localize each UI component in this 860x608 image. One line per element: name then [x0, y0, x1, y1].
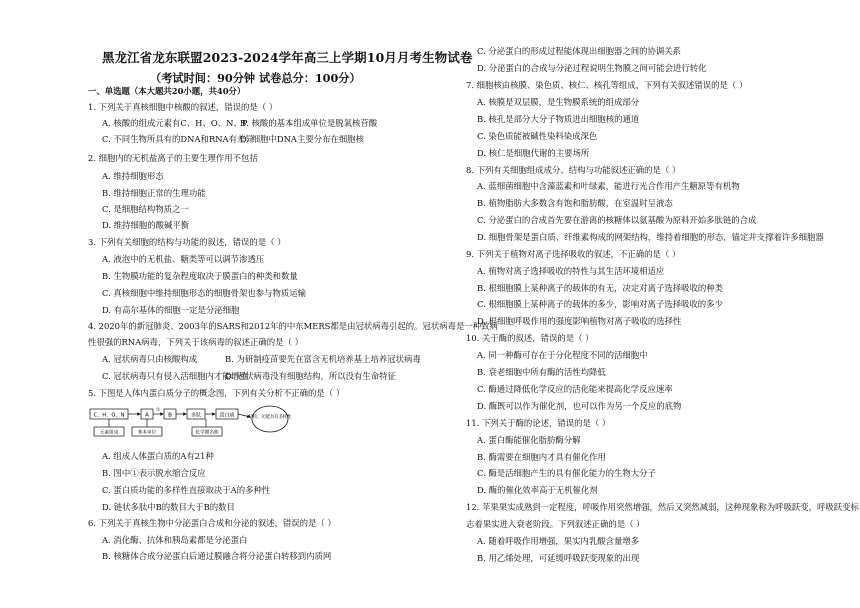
diagram-text-b: B — [168, 412, 172, 419]
q6-option-c: C. 分泌蛋白的形成过程能体现出细胞器之间的协调关系 — [477, 46, 682, 56]
q8-option-a: A. 蓝细菌细胞中含藻蓝素和叶绿素，能进行光合作用产生糖原等有机物 — [477, 181, 740, 191]
q3-option-a: A. 液泡中的无机盐、糖类等可以调节渗透压 — [102, 254, 265, 264]
question-6: 6. 下列关于真核生物中分泌蛋白合成和分泌的叙述，错误的是（ ） — [88, 518, 336, 528]
exam-title: 黑龙江省龙东联盟2023-2024学年高三上学期10月月考生物试卷 — [102, 50, 473, 65]
question-8: 8. 下列有关细胞组成成分、结构与功能叙述正确的是（ ） — [466, 165, 681, 175]
q9-option-c: C. 根细胞膜上某种离子的载体的多少，影响对离子选择吸收的多少 — [477, 299, 723, 309]
diagram-text-reaction: ① — [155, 408, 161, 413]
protein-concept-diagram — [88, 403, 338, 451]
q5-option-a: A. 组成人体蛋白质的A有21种 — [102, 451, 214, 461]
q3-option-d: D. 有高尔基体的细胞一定是分泌细胞 — [102, 305, 240, 315]
q1-option-b: B. 核酸的基本组成单位是脱氧核苷酸 — [240, 118, 378, 128]
q2-option-a: A. 维持细胞形态 — [102, 171, 164, 181]
q9-option-b: B. 根细胞膜上某种离子的载体的有无，决定对离子选择吸收的种类 — [477, 283, 723, 293]
question-9: 9. 下列关于植物对离子选择吸收的叙述，不正确的是（ ） — [466, 249, 681, 259]
q11-option-c: C. 酶是活细胞产生的具有催化能力的生物大分子 — [477, 468, 656, 478]
q11-option-b: B. 酶需要在细胞内才具有催化作用 — [477, 452, 606, 462]
q8-option-c: C. 分泌蛋白的合成首先要在游离的核糖体以氨基酸为原料开始多肽链的合成 — [477, 215, 757, 225]
q2-option-b: B. 维持细胞正常的生理功能 — [102, 188, 206, 198]
question-11: 11. 下列关于酶的论述，错误的是（ ） — [466, 418, 611, 428]
q9-option-a: A. 植物对离子选择吸收的特性与其生活环境相适应 — [477, 266, 665, 276]
q7-option-b: B. 核孔是部分大分子物质进出细胞核的通道 — [477, 114, 640, 124]
q4-option-b: B. 为研制疫苗要先在富含无机培养基上培养冠状病毒 — [225, 354, 421, 364]
question-5: 5. 下图是人体内蛋白质分子的概念图，下列有关分析不正确的是（ ） — [88, 388, 345, 398]
diagram-text-elements: C、H、O、N — [93, 412, 125, 419]
diagram-text-protein: 蛋白质 — [219, 412, 235, 419]
q7-option-a: A. 核膜是双层膜，是生物膜系统的组成部分 — [477, 97, 640, 107]
q5-option-d: D. 链状多肽中B的数目大于B的数目 — [102, 502, 235, 512]
q10-option-a: A. 同一种酶可存在于分化程度不同的活细胞中 — [477, 350, 648, 360]
q10-option-b: B. 衰老细胞中所有酶的活性均降低 — [477, 367, 606, 377]
q10-option-c: C. 酶通过降低化学反应的活化能来提高化学反应速率 — [477, 384, 673, 394]
q3-option-b: B. 生物膜功能的复杂程度取决于膜蛋白的种类和数量 — [102, 271, 298, 281]
diagram-text-a: A — [145, 412, 149, 419]
section-header: 一、单选题（本大题共20小题，共40分） — [88, 86, 246, 96]
q9-option-d: D. 根细胞呼吸作用的强度影响植物对离子吸收的选择性 — [477, 316, 682, 326]
question-1: 1. 下列关于真核细胞中核酸的叙述，错误的是（ ） — [88, 102, 278, 112]
q6-option-d: D. 分泌蛋白的合成与分泌过程说明生物膜之间可能会进行转化 — [477, 63, 707, 73]
q1-option-d: D. 细胞中DNA主要分布在细胞核 — [240, 134, 364, 144]
diagram-label-elements: 元素组成 — [99, 430, 119, 436]
q11-option-d: D. 酶的催化效率高于无机催化剂 — [477, 485, 598, 495]
question-4-line-1: 4. 2020年的新冠肺炎、2003年的SARS和2012年的中东MERS都是由冠状病毒引起的。冠状病毒是一种致病 — [88, 321, 498, 331]
q8-option-d: D. 细胞骨架是蛋白质、纤维素构成的网架结构，维持着细胞的形态，锚定并支撑着许多细胞器 — [477, 232, 824, 242]
diagram-text-peptide: 多肽 — [190, 412, 202, 419]
diagram-text-ellipse: 结构、功能具有多样性 — [248, 415, 292, 420]
q6-option-b: B. 核糖体合成分泌蛋白后通过膜融合将分泌蛋白转移到内质网 — [102, 551, 332, 561]
question-10: 10. 关于酶的叙述，错误的是（ ） — [466, 333, 594, 343]
q7-option-d: D. 核仁是细胞代谢的主要场所 — [477, 148, 590, 158]
question-12-line-1: 12. 苹果果实成熟到一定程度，呼吸作用突然增强，然后又突然减弱，这种现象称为呼吸跃变，呼吸跃变标 — [466, 502, 859, 512]
diagram-label-chem-bond: 化学键名称 — [195, 430, 219, 436]
diagram-svg — [88, 403, 338, 451]
exam-subtitle: （考试时间：90分钟 试卷总分：100分） — [150, 71, 361, 85]
q1-option-c: C. 不同生物所具有的DNA和RNA有差异 — [102, 134, 254, 144]
question-3: 3. 下列有关细胞的结构与功能的叙述，错误的是（ ） — [88, 237, 286, 247]
question-2: 2. 细胞内的无机盐离子的主要生理作用不包括 — [88, 153, 258, 163]
q8-option-b: B. 植物脂肪大多数含有饱和脂肪酸，在室温时呈液态 — [477, 198, 673, 208]
q3-option-c: C. 真核细胞中维持细胞形态的细胞骨架也参与物质运输 — [102, 288, 307, 298]
diagram-label-basic-unit: 基本单位 — [137, 430, 157, 436]
q2-option-c: C. 是细胞结构物质之一 — [102, 204, 189, 214]
question-12-line-2: 志着果实进入衰老阶段。下列叙述正确的是（ ） — [466, 519, 645, 529]
question-7: 7. 细胞核由核膜、染色质、核仁、核孔等组成，下列有关叙述错误的是（ ） — [466, 80, 748, 90]
q6-option-a: A. 消化酶、抗体和胰岛素都是分泌蛋白 — [102, 535, 248, 545]
q11-option-a: A. 蛋白酶能催化脂肪酶分解 — [477, 435, 581, 445]
q4-option-c: C. 冠状病毒只有侵入活细胞内才能增殖 — [102, 371, 248, 381]
q7-option-c: C. 染色质能被碱性染料染成深色 — [477, 131, 598, 141]
q4-option-a: A. 冠状病毒只由核酸构成 — [102, 354, 198, 364]
q5-option-b: B. 图中①表示脱水缩合反应 — [102, 468, 206, 478]
q12-option-a: A. 随着呼吸作用增强，果实内乳酸含量增多 — [477, 536, 640, 546]
q12-option-b: B. 用乙烯处理，可延缓呼吸跃变现象的出现 — [477, 553, 640, 563]
q4-option-d: D. 冠状病毒没有细胞结构，所以没有生命特征 — [225, 371, 396, 381]
q5-option-c: C. 蛋白质功能的多样性直接取决于A的多种性 — [102, 485, 271, 495]
q10-option-d: D. 酶既可以作为催化剂，也可以作为另一个反应的底物 — [477, 401, 682, 411]
q2-option-d: D. 维持细胞的酸碱平衡 — [102, 220, 190, 230]
q1-option-a: A. 核酸的组成元素有C、H、O、N、P — [102, 118, 248, 128]
question-4-line-2: 性很强的RNA病毒，下列关于该病毒的叙述正确的是（ ） — [88, 337, 303, 347]
